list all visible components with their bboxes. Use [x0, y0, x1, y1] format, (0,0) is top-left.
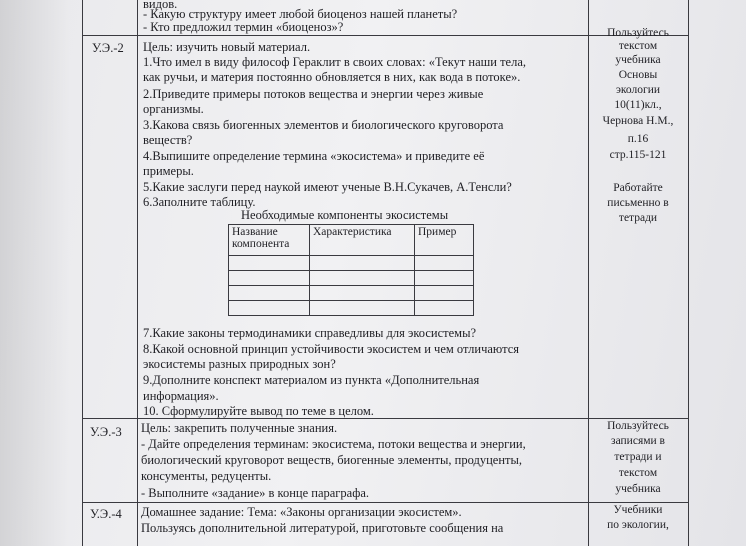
table-cell — [310, 301, 415, 316]
ue2-resource: Работайте — [613, 182, 663, 194]
column-divider-resources — [588, 0, 589, 546]
ue2-resource: Чернова Н.М., — [602, 115, 674, 127]
table-header: Характеристика — [310, 225, 415, 256]
ue3-line: - Выполните «задание» в конце параграфа. — [141, 486, 369, 500]
ue2-line: организмы. — [143, 102, 204, 116]
ue2-line: Цель: изучить новый материал. — [143, 40, 311, 54]
ue3-line: - Дайте определения терминам: экосистема, потоки вещества и энергии, — [141, 437, 526, 451]
ue2-resource: учебника — [615, 54, 661, 66]
row-divider-ue3 — [82, 418, 689, 419]
ue2-line: информация». — [143, 389, 219, 403]
ue2-resource: Основы — [618, 69, 658, 81]
question-biocenosis-term: - Кто предложил термин «биоценоз»? — [143, 20, 344, 34]
ue2-resource: письменно в — [607, 197, 669, 209]
question-structure: - Какую структуру имеет любой биоценоз нашей планеты? — [143, 7, 458, 21]
ue2-line: 9.Дополните конспект материалом из пункта «Дополнительная — [143, 373, 480, 387]
table-cell — [229, 301, 310, 316]
ue2-line: 10. Сформулируйте вывод по теме в целом. — [143, 404, 374, 418]
ue2-code: У.Э.-2 — [92, 41, 124, 55]
table-row — [229, 286, 474, 301]
ue2-resource: Пользуйтесь — [607, 27, 669, 39]
table-cell — [229, 286, 310, 301]
ue2-resource: текстом — [618, 40, 658, 52]
table-cell — [415, 271, 474, 286]
ue4-line: Пользуясь дополнительной литературой, приготовьте сообщения на — [141, 521, 504, 535]
table-title: Необходимые компоненты экосистемы — [241, 208, 449, 222]
ue2-line: 5.Какие заслуги перед наукой имеют ученые В.Н.Сукачев, А.Тенсли? — [143, 180, 512, 194]
table-cell — [310, 286, 415, 301]
ue2-resource: п.16 — [627, 133, 649, 145]
table-header-row — [229, 225, 474, 256]
ue3-resource: учебника — [615, 483, 661, 495]
ue4-line: Домашнее задание: Тема: «Законы организации экосистем». — [141, 505, 462, 519]
ue3-resource: Пользуйтесь — [607, 420, 669, 432]
ue3-resource: текстом — [618, 467, 658, 479]
ue2-line: как ручьи, и материя постоянно обновляется в них, как вода в потоке». — [143, 70, 521, 84]
ue4-resource: Учебники — [613, 504, 663, 516]
ue2-line: экосистемы разных природных зон? — [143, 357, 336, 371]
ue4-code: У.Э.-4 — [90, 507, 122, 521]
ue2-line: 7.Какие законы термодинамики справедливы для экосистемы? — [143, 326, 477, 340]
column-divider-code — [137, 0, 138, 546]
table-header: Пример — [415, 225, 474, 256]
left-border — [82, 0, 83, 546]
ue2-resource: экологии — [615, 84, 661, 96]
table-cell — [415, 301, 474, 316]
table-cell — [310, 256, 415, 271]
table-cell — [229, 271, 310, 286]
ue2-line: 6.Заполните таблицу. — [143, 195, 256, 209]
ue2-resource: стр.115-121 — [609, 149, 667, 161]
ue2-line: 4.Выпишите определение термина «экосистема» и приведите её — [143, 149, 485, 163]
ue2-line: веществ? — [143, 133, 193, 147]
table-row — [229, 271, 474, 286]
components-table — [228, 224, 474, 316]
table-row — [229, 256, 474, 271]
ue2-line: 1.Что имел в виду философ Гераклит в своих словах: «Текут наши тела, — [143, 55, 527, 69]
ue3-line: биологический круговорот веществ, биогенные элементы, продуценты, — [141, 453, 522, 467]
ue2-resource: тетради — [618, 212, 658, 224]
row-divider-ue4 — [82, 502, 689, 503]
ue4-resource: по экологии, — [607, 519, 669, 531]
cut-off-line: видов. — [143, 0, 178, 11]
ue2-line: 3.Какова связь биогенных элементов и биологического круговорота — [143, 118, 504, 132]
ue2-line: примеры. — [143, 164, 194, 178]
ue2-line: 8.Какой основной принцип устойчивости экосистем и чем отличаются — [143, 342, 519, 356]
table-row — [229, 301, 474, 316]
table-header: Название компонента — [229, 225, 310, 256]
ue3-line: Цель: закрепить полученные знания. — [141, 421, 338, 435]
table-cell — [415, 256, 474, 271]
ue3-resource: тетради и — [614, 451, 662, 463]
ue3-code: У.Э.-3 — [90, 425, 122, 439]
right-border — [688, 0, 689, 546]
table-cell — [310, 271, 415, 286]
table-cell — [415, 286, 474, 301]
page-shadow — [0, 0, 70, 546]
ue2-line: 2.Приведите примеры потоков вещества и энергии через живые — [143, 87, 484, 101]
ue3-resource: записями в — [611, 435, 665, 447]
table-cell — [229, 256, 310, 271]
ue2-resource: 10(11)кл., — [614, 99, 662, 111]
ue3-line: консументы, редуценты. — [141, 469, 272, 483]
